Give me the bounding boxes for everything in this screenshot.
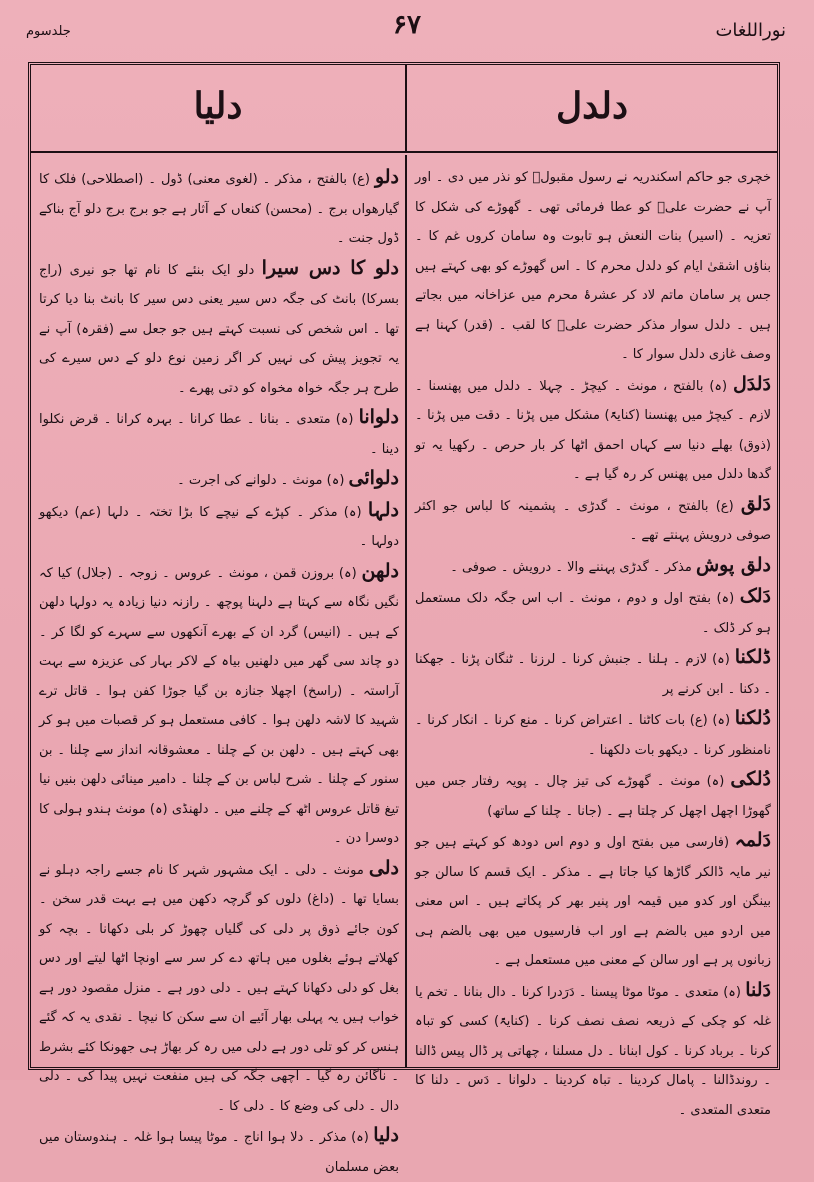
entry-definition: (ع) بالفتح ، مذکر ۔ (لغوی معنی) ڈول ۔ (اصطلاحی) فلک کا گیارھواں برج ۔ (محسن) کنعاں کے آثار ہے جو برج برج دلو آج بناکے ڈول جنت ۔ — [39, 172, 399, 246]
dictionary-entry — [415, 765, 771, 826]
dictionary-entry — [39, 557, 399, 854]
entry-definition: (ہ) مذکر ۔ دلا ہوا اناج ۔ موٹا پیسا ہوا غلہ ۔ ہندوستان میں بعض مسلمان — [39, 1130, 399, 1175]
dictionary-entry — [39, 854, 399, 1122]
entry-headword: دلی — [368, 856, 400, 879]
entry-definition: (ہ) بفتح اول و دوم ، مونث ۔ اب اس جگہ دلک مستعمل ہو کر ڈلک ۔ — [415, 591, 771, 636]
dictionary-entry — [415, 582, 771, 643]
page-number: ۶۷ — [393, 10, 421, 40]
entry-definition: (ہ) بروزن قمن ، مونث ۔ عروس ۔ زوجہ ۔ (جلال) کیا کہ نگیں نگاہ سے کہتا ہے دلہنا پوچھ ۔ رازنہ دنیا زیادہ یہ دولہا دلھن کے ہیں ۔ (انیس) گرد ان کے بھرے آنکھوں سے سہرے کو لگا کر ۔ دو چاند سی گھر میں دلھنیں بیاہ کے لاکر بہار کی عزیزہ سے بہت آراستہ ۔ (راسخ) اچھلا جنازہ بن گیا جوڑا کفن ہوا ۔ قاتل ترے شہید کا لاشہ دلھن ہوا ۔ کافی مستعمل ہو کر قصبات میں ہو کر بھی کہتے ہیں ۔ دلھن بن کے چلنا ۔ معشوقانہ انداز سے چلنا ۔ بن سنور کے چلنا ۔ شرح لباس بن کے چلنا ۔ دامیر مینائی دلھن بنیں نیا تیغ قاتل عروس اٹھ کے چلنے میں ۔ دلھنڈی (ہ) مونث ہندو ہولی کا دوسرا دن ۔ — [39, 565, 399, 846]
entry-definition: (ہ) بالفتح ، مونث ۔ کیچڑ ۔ چہلا ۔ دلدل میں پھنسنا ۔ لازم ۔ کیچڑ میں پھنسنا (کنایۃً) مشکل میں پڑنا ۔ دقت میں پڑنا ۔ (ذوق) بھلے دنیا سے کہاں احمق اٹھا کر بار حرص ۔ رکھیا یہ تو گدھا دلدل میں پھنس کر رہ گیا ہے ۔ — [415, 378, 771, 482]
left-column-title: دلیا — [193, 85, 243, 127]
entry-definition: خچری جو حاکم اسکندریہ نے رسول مقبولؐ کو نذر میں دی ۔ اور آپ نے حضرت علیؓ کو عطا فرمائی تھی ۔ گھوڑے کی شکل کا تعزیہ ۔ (اسیر) بنات النعش ہو تابوت وہ سامان کروں غم کا ۔ بناؤں اشقیٰ ایام کو دلدل محرم کا ۔ اس گھوڑے کو بھی کہتے ہیں جس پر سامان ماتم لاد کر عشرۂ محرم میں عزاخانہ میں بجاتے ہیں ۔ دلدل سوار مذکر حضرت علیؓ کا لقب ۔ (قدر) کہنا ہے وصف غازی دلدل سوار کا ۔ — [415, 170, 771, 362]
entry-definition: (ہ) متعدی ۔ بنانا ۔ عطا کرانا ۔ بہرہ کرانا ۔ قرض نکلوا دینا ۔ — [39, 412, 399, 457]
entry-headword: دلوائی — [348, 467, 399, 489]
entry-headword: دَلدَل — [732, 372, 771, 395]
dictionary-entry — [415, 551, 771, 583]
entry-headword: دلہا — [367, 498, 399, 521]
entry-headword: دلق پوش — [695, 553, 771, 576]
right-column-title: دلدل — [555, 85, 629, 127]
entry-definition: مونث ۔ دلی ۔ ایک مشہور شہر کا نام جسے راجہ دہلو نے بسایا تھا ۔ (داغ) دلوں کو گرچہ دکھن میں ہے بہت قدر سخن ۔ کون جائے ذوق پر دلی کی گلیاں چھوڑ کر بلی دکھانا ۔ بچہ کو کھلاتے ہوئے بغلوں میں ہاتھ دے کر سر سے اونچا اٹھا لیتے اور دس بغل کو دلی دکھانا کہتے ہیں ۔ دلی دور ہے ۔ منزل مقصود دور ہے خواب ہیں یہ پہلی بھار آئیے ان سے سکن کا نیچا ۔ نقدی یہ کہ گئے ہنس کر کو تلی دور ہے دلی میں رہ کر بھاڑ ہی جھونکا کئے بشرط ۔ ناگائن رہ گیا ۔ اچھی جگہ کی ہیں منفعت نہیں پیدا کی ۔ دلی دال ۔ دلی کی وضع کا ۔ دلی کا ۔ — [39, 862, 399, 1114]
dictionary-entry — [415, 826, 771, 976]
dictionary-entry — [415, 643, 771, 704]
entry-definition: (فارسی میں بفتح اول و دوم اس دودھ کو کہتے ہیں جو نیر مایہ ڈالکر گاڑھا کیا جاتا ہے ۔ مذکر ۔ ایک قسم کا سالن جو بینگن اور کدو میں قیمہ اور پنیر بھر کر پکاتے ہیں ۔ اس معنی میں اردو میں بالضم ہے اور اب فارسیوں میں بھی بالضم ہی زبانوں پر ہے اور سالن کے معنی میں مستعمل ہے ۔ — [415, 835, 771, 968]
entry-definition: (ع) بالفتح ، مونث ۔ گدڑی ۔ پشمینہ کا لباس جو اکثر صوفی درویش پہنتے تھے ۔ — [415, 498, 771, 543]
column-titles — [31, 65, 777, 153]
dictionary-entry — [415, 163, 771, 370]
column-divider — [405, 155, 407, 1067]
entry-headword: دلو — [374, 166, 400, 188]
dictionary-entry — [39, 1121, 399, 1182]
dictionary-entry — [39, 254, 399, 404]
entry-definition: (ہ) مذکر ۔ کپڑے کے نیچے کا بڑا تختہ ۔ دلہا (عم) دیکھو دولہا ۔ — [39, 504, 399, 549]
dictionary-entry — [39, 496, 399, 557]
entry-headword: دَلنا — [745, 978, 771, 1001]
entry-definition: (ہ) مونث ۔ گھوڑے کی تیز چال ۔ پویہ رفتار جس میں گھوڑا اچھل اچھل کر چلتا ہے ۔ (جانا ۔ چلنا کے ساتھ) — [415, 774, 771, 819]
entry-headword: دَلک — [739, 585, 771, 607]
entry-headword: ڈلکنا — [734, 646, 771, 668]
entry-headword: دُلکنا — [734, 707, 771, 729]
dictionary-entry — [39, 403, 399, 464]
entry-headword: دُلکی — [730, 768, 771, 790]
dictionary-entry — [415, 976, 771, 1126]
entry-headword: دَلمہ — [734, 829, 771, 851]
dictionary-entry — [415, 704, 771, 765]
entry-headword: دلوانا — [358, 406, 399, 428]
entry-headword: دلھن — [361, 559, 400, 582]
left-column — [39, 163, 400, 1175]
dictionary-entry — [39, 163, 399, 254]
entry-headword: دلو کا دس سیرا — [261, 256, 399, 279]
entry-definition: (ہ) متعدی ۔ موٹا موٹا پیسنا ۔ دَرَدرا کرنا ۔ دال بنانا ۔ تخم یا غلہ کو چکی کے ذریعہ نصف نصف کرنا ۔ (کنایۃً) کسی کو تباہ کرنا ۔ برباد کرنا ۔ کول ابنانا ۔ دل مسلنا ، چھاتی پر ڈال پیس ڈالنا ۔ روندڈالنا ۔ پامال کردینا ۔ تباہ کردینا ۔ دلوانا ۔ دَس ۔ دلنا کا متعدی المتعدی ۔ — [415, 984, 771, 1118]
book-title: نوراللغات — [715, 20, 786, 41]
entry-definition: دلو ایک بنئے کا نام تھا جو نیری (راج بسرکا) بانٹ کی جگہ دس سیر یعنی دس سیر کا بانٹ بنا دیا کرتا تھا ۔ اس شخص کی نسبت کہتے ہیں جو جعل سے (فقرہ) آپ نے یہ تجویز پیش کی نہیں کر اگر زمین نوع دلو کے دس سیرے کی طرح ہر جگہ خواہ مخواہ کو دتی پھرے ۔ — [39, 262, 399, 396]
entry-definition: (ہ) لازم ۔ ہلنا ۔ جنبش کرنا ۔ لرزنا ۔ ٹنگان پڑنا ۔ جھکنا ۔ دکنا ۔ ابن کرنے پر — [415, 652, 771, 697]
page-frame — [28, 62, 780, 1175]
dictionary-entry — [415, 370, 771, 490]
entry-definition: مذکر ۔ گدڑی پہننے والا ۔ درویش ۔ صوفی ۔ — [450, 559, 692, 575]
right-column — [415, 163, 771, 1118]
page-header — [20, 10, 794, 50]
entry-headword: دَلق — [740, 492, 771, 515]
dictionary-entry — [415, 490, 771, 551]
entry-headword: دلیا — [373, 1124, 399, 1146]
volume-label: جلدسوم — [26, 24, 71, 39]
columns-body — [31, 155, 777, 1175]
entry-definition: (ہ) (ع) بات کاٹنا ۔ اعتراض کرنا ۔ منع کرنا ۔ انکار کرنا ۔ نامنظور کرنا ۔ دیکھو بات دلکھنا ۔ — [415, 713, 771, 758]
dictionary-entry — [39, 464, 399, 496]
entry-definition: (ہ) مونث ۔ دلوانے کی اجرت ۔ — [177, 473, 345, 488]
